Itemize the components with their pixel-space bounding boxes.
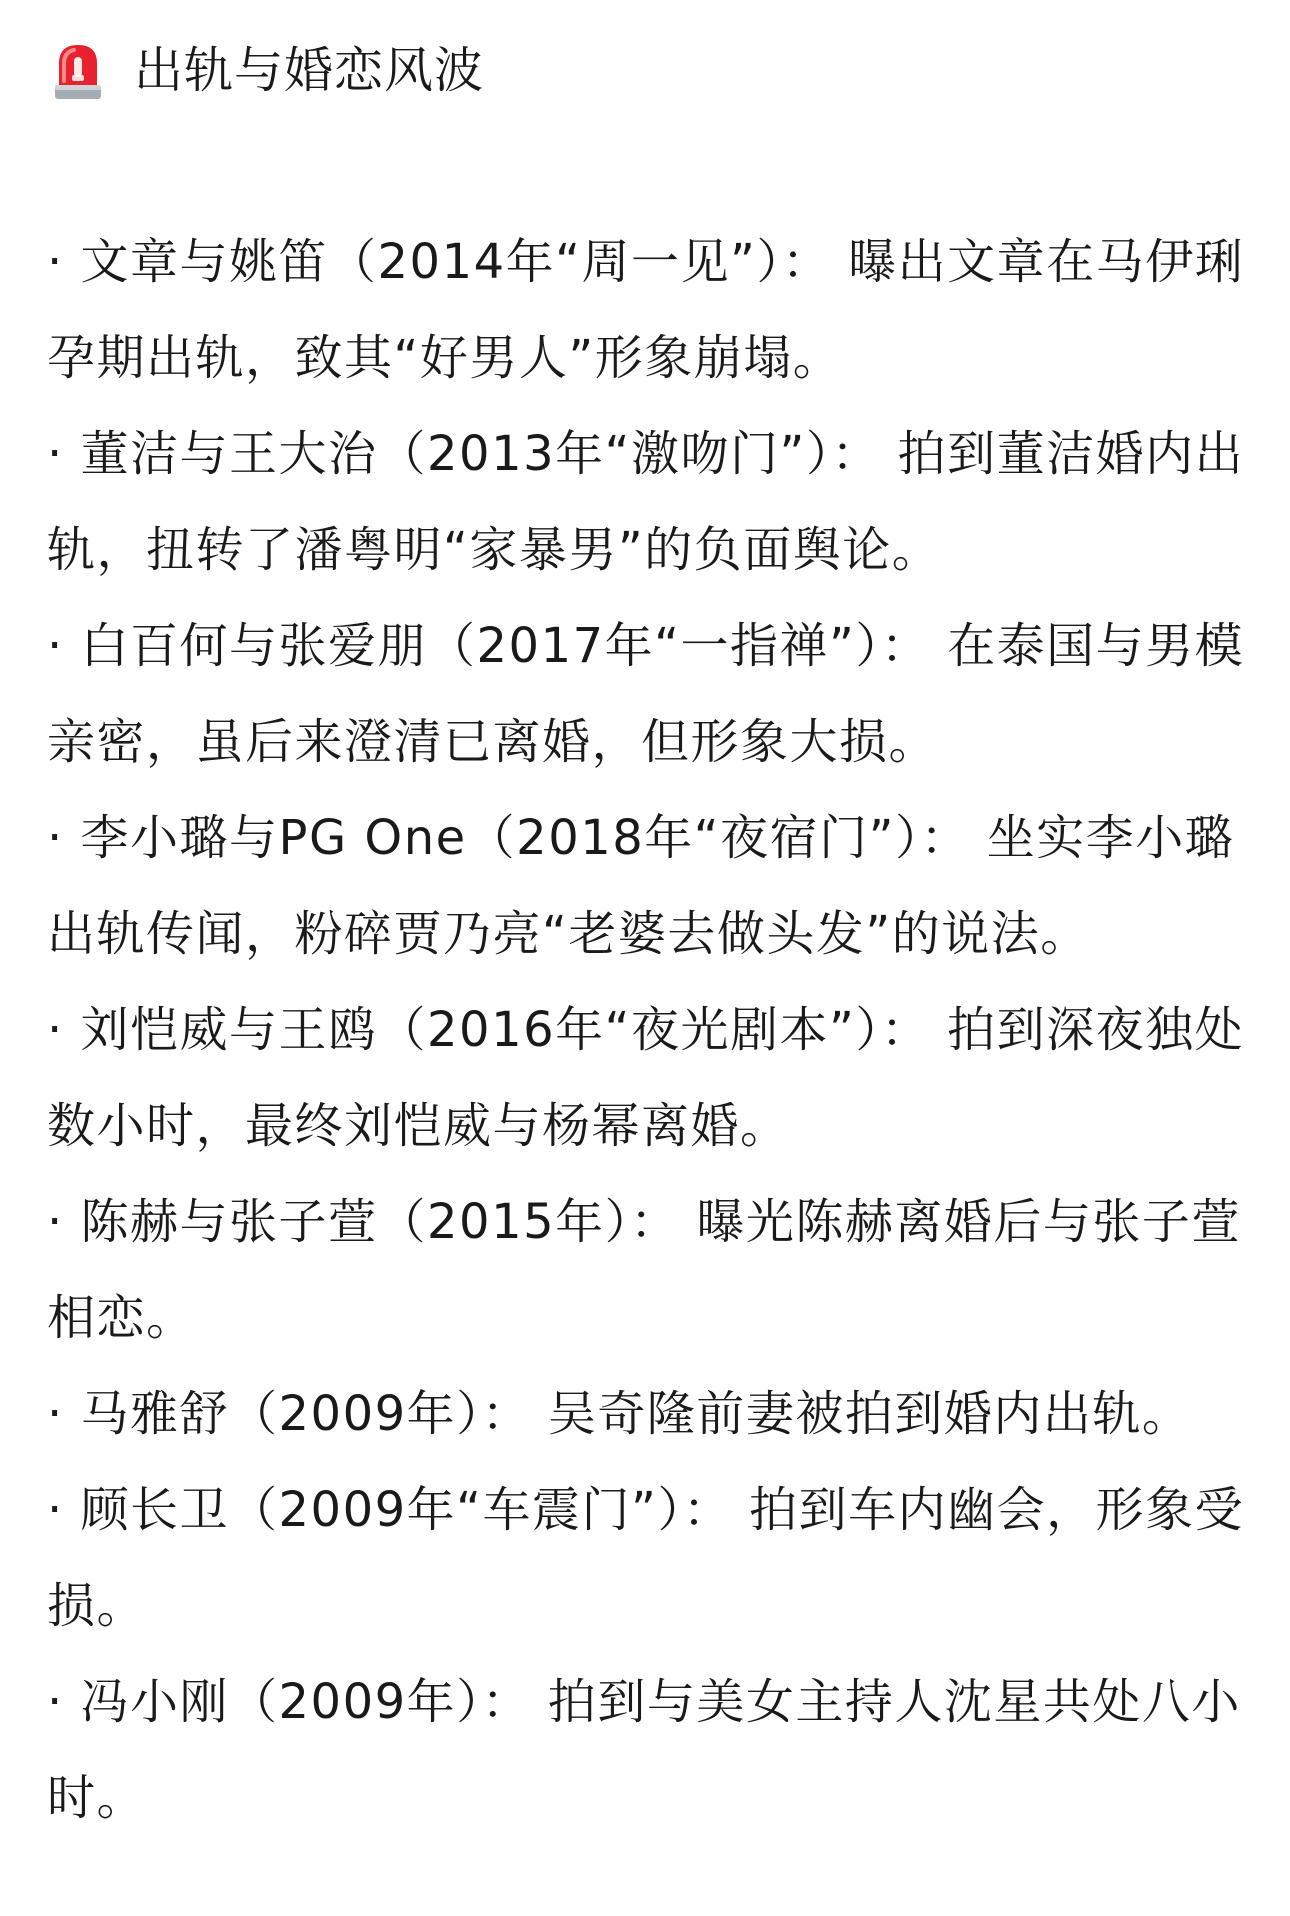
list-item: · 文章与姚笛（2014年“周一见”）： 曝出文章在马伊琍孕期出轨，致其“好男人”形象崩塌。 [47, 234, 1245, 386]
list-item: · 顾长卫（2009年“车震门”）： 拍到车内幽会，形象受损。 [47, 1482, 1245, 1634]
siren-icon [52, 41, 104, 101]
list-item: · 冯小刚（2009年）： 拍到与美女主持人沈星共处八小时。 [47, 1674, 1241, 1826]
list-item: · 李小璐与PG One（2018年“夜宿门”）： 坐实李小璐出轨传闻，粉碎贾乃亮“老婆去做头发”的说法。 [47, 810, 1235, 962]
section-title: 出轨与婚恋风波 [134, 42, 485, 99]
list-item: · 陈赫与张子萱（2015年）： 曝光陈赫离婚后与张子萱相恋。 [47, 1194, 1241, 1346]
list-item: · 马雅舒（2009年）： 吴奇隆前妻被拍到婚内出轨。 [47, 1386, 1192, 1442]
entry-list [47, 214, 1257, 1846]
section-heading [52, 36, 484, 106]
list-item: · 董洁与王大治（2013年“激吻门”）： 拍到董洁婚内出轨，扭转了潘粤明“家暴男”的负面舆论。 [47, 426, 1245, 578]
list-item: · 刘恺威与王鸥（2016年“夜光剧本”）： 拍到深夜独处数小时，最终刘恺威与杨幂离婚。 [47, 1002, 1245, 1154]
list-item: · 白百何与张爱朋（2017年“一指禅”）： 在泰国与男模亲密，虽后来澄清已离婚，但形象大损。 [47, 618, 1245, 770]
